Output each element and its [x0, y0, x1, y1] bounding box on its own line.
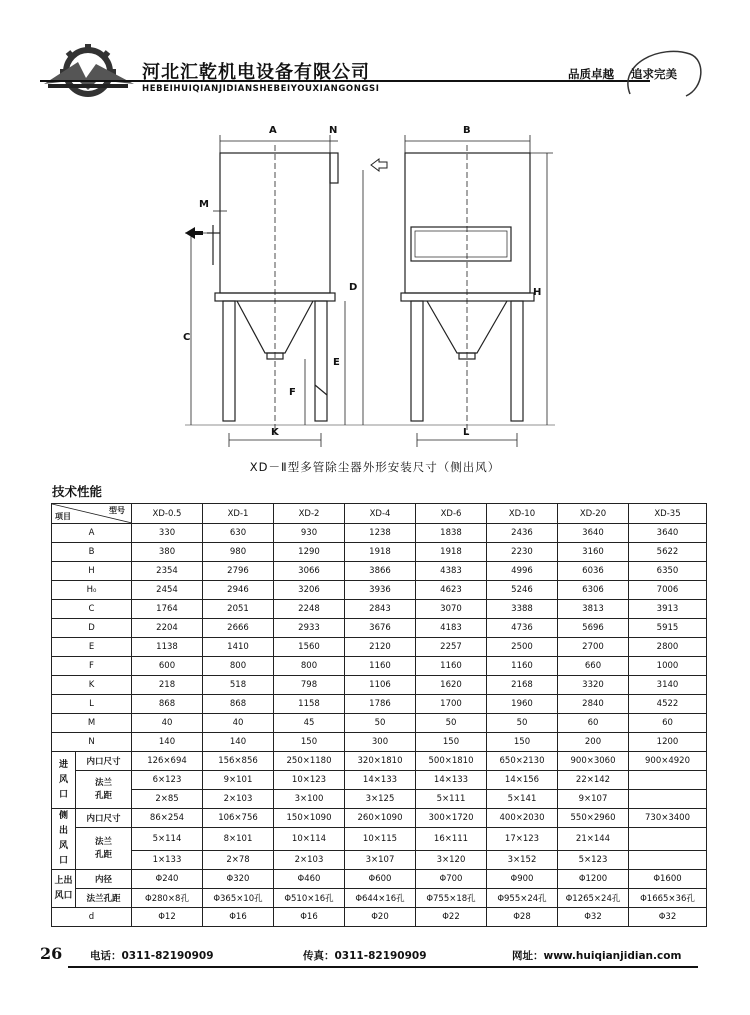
table-cell: 800 [203, 657, 274, 676]
table-cell: 260×1090 [345, 809, 416, 828]
table-cell: 1158 [274, 695, 345, 714]
dust-collector-drawing [165, 115, 585, 455]
footer-rule [68, 966, 698, 968]
dim-label-h: H [533, 287, 542, 298]
dim-label-d: D [349, 282, 358, 293]
inner-size-label: 内口尺寸 [76, 809, 132, 828]
table-cell: 1106 [345, 676, 416, 695]
table-cell: 218 [132, 676, 203, 695]
table-cell: 1560 [274, 638, 345, 657]
table-cell: 250×1180 [274, 752, 345, 771]
inner-diameter-label: 内径 [76, 870, 132, 889]
table-cell: 730×3400 [629, 809, 707, 828]
row-label: K [52, 676, 132, 695]
table-row [52, 581, 707, 600]
cell-line: 法兰 [94, 836, 112, 847]
table-row [52, 870, 707, 889]
table-cell: Φ12 [132, 908, 203, 927]
table-cell: Φ460 [274, 870, 345, 889]
footer-fax: 传真：0311-82190909 [303, 950, 427, 962]
table-row [52, 714, 707, 733]
table-cell: 6350 [629, 562, 707, 581]
table-cell: 50 [345, 714, 416, 733]
table-corner-cell [52, 504, 132, 524]
table-cell: 6036 [558, 562, 629, 581]
table-cell: 150 [487, 733, 558, 752]
cell-line: 侧 [58, 811, 68, 821]
table-cell: 3206 [274, 581, 345, 600]
table-cell: 4996 [487, 562, 558, 581]
table-cell [629, 790, 707, 809]
table-cell: 3813 [558, 600, 629, 619]
table-cell: Φ755×18孔 [416, 889, 487, 908]
table-cell: 16×111 [416, 828, 487, 851]
table-cell: 3140 [629, 676, 707, 695]
table-cell: 400×2030 [487, 809, 558, 828]
table-row [52, 851, 707, 870]
dim-label-a: A [269, 125, 277, 136]
table-cell: 2800 [629, 638, 707, 657]
table-cell: 300 [345, 733, 416, 752]
table-cell: 106×756 [203, 809, 274, 828]
table-row [52, 752, 707, 771]
dim-label-l: L [463, 427, 470, 438]
table-cell: Φ1665×36孔 [629, 889, 707, 908]
table-row [52, 543, 707, 562]
table-cell: 3936 [345, 581, 416, 600]
row-label: L [52, 695, 132, 714]
table-cell: Φ16 [203, 908, 274, 927]
table-cell: Φ365×10孔 [203, 889, 274, 908]
dimension-rows [52, 524, 707, 752]
table-cell: 60 [629, 714, 707, 733]
table-cell: 2666 [203, 619, 274, 638]
table-cell: 980 [203, 543, 274, 562]
table-cell: 798 [274, 676, 345, 695]
table-cell: 4383 [416, 562, 487, 581]
table-row [52, 638, 707, 657]
table-row [52, 562, 707, 581]
table-cell: 5915 [629, 619, 707, 638]
table-cell: 3640 [558, 524, 629, 543]
flange-spacing-label: 法兰孔距 [76, 889, 132, 908]
table-row [52, 676, 707, 695]
table-cell: 3066 [274, 562, 345, 581]
table-cell: 10×114 [274, 828, 345, 851]
model-header: XD-10 [487, 504, 558, 524]
table-cell: 6306 [558, 581, 629, 600]
table-cell: 2933 [274, 619, 345, 638]
table-cell: Φ240 [132, 870, 203, 889]
table-cell: 4522 [629, 695, 707, 714]
table-cell: Φ1265×24孔 [558, 889, 629, 908]
inlet-outlet-rows [52, 752, 707, 927]
table-cell: Φ900 [487, 870, 558, 889]
table-cell: 5×141 [487, 790, 558, 809]
table-cell: 3070 [416, 600, 487, 619]
table-cell: 1160 [487, 657, 558, 676]
cell-line: 口 [58, 789, 68, 800]
table-cell: 5246 [487, 581, 558, 600]
table-cell: 330 [132, 524, 203, 543]
table-cell: 1786 [345, 695, 416, 714]
table-cell: 156×856 [203, 752, 274, 771]
model-header: XD-0.5 [132, 504, 203, 524]
row-label: M [52, 714, 132, 733]
table-cell: 5×111 [416, 790, 487, 809]
table-row [52, 524, 707, 543]
dim-label-c: C [183, 332, 191, 343]
inlet-arrow-icon [185, 227, 203, 239]
table-cell: 3×107 [345, 851, 416, 870]
table-row [52, 733, 707, 752]
table-cell: Φ16 [274, 908, 345, 927]
table-cell [629, 851, 707, 870]
table-cell: Φ20 [345, 908, 416, 927]
spec-table [51, 503, 707, 927]
table-header-row [52, 504, 707, 524]
table-cell: 2796 [203, 562, 274, 581]
table-cell: 1918 [416, 543, 487, 562]
table-cell: Φ22 [416, 908, 487, 927]
cell-line: 进 [58, 759, 68, 770]
table-cell: 2248 [274, 600, 345, 619]
table-cell: 2×103 [274, 851, 345, 870]
table-cell: 14×156 [487, 771, 558, 790]
table-cell: 150 [416, 733, 487, 752]
table-cell: 2257 [416, 638, 487, 657]
table-row [52, 600, 707, 619]
table-cell: 1838 [416, 524, 487, 543]
model-header: XD-4 [345, 504, 416, 524]
table-cell: 3320 [558, 676, 629, 695]
cell-line: 孔距 [94, 849, 112, 860]
table-row [52, 889, 707, 908]
table-cell: 900×4920 [629, 752, 707, 771]
table-cell: 2×85 [132, 790, 203, 809]
table-cell: 4183 [416, 619, 487, 638]
table-cell: 3×125 [345, 790, 416, 809]
table-cell: 3388 [487, 600, 558, 619]
table-row [52, 657, 707, 676]
table-cell: 50 [416, 714, 487, 733]
table-cell: 4623 [416, 581, 487, 600]
table-cell: 9×101 [203, 771, 274, 790]
table-cell: 3866 [345, 562, 416, 581]
row-label: A [52, 524, 132, 543]
table-cell: 1×133 [132, 851, 203, 870]
table-cell: 8×101 [203, 828, 274, 851]
table-cell: 5×123 [558, 851, 629, 870]
table-cell: 9×107 [558, 790, 629, 809]
cell-line: 上出 [54, 875, 73, 886]
page-number: 26 [40, 944, 63, 963]
model-header: XD-6 [416, 504, 487, 524]
dim-label-m: M [199, 199, 209, 210]
table-cell: 14×133 [416, 771, 487, 790]
table-cell: 140 [203, 733, 274, 752]
table-cell: 1238 [345, 524, 416, 543]
table-cell: 2168 [487, 676, 558, 695]
table-row [52, 695, 707, 714]
table-cell: 3913 [629, 600, 707, 619]
table-cell: 1700 [416, 695, 487, 714]
side_outlet-group-label [52, 809, 76, 870]
inlet-group-label [52, 752, 76, 809]
table-cell: 2843 [345, 600, 416, 619]
company-logo-icon [38, 40, 138, 100]
table-cell: 1160 [416, 657, 487, 676]
table-cell: 7006 [629, 581, 707, 600]
table-cell: 600 [132, 657, 203, 676]
inner-size-label: 内口尺寸 [76, 752, 132, 771]
flange-spacing-label [76, 828, 132, 870]
table-cell: 150×1090 [274, 809, 345, 828]
model-header: XD-2 [274, 504, 345, 524]
corner-item-label: 项目 [55, 512, 71, 521]
table-cell: Φ1200 [558, 870, 629, 889]
table-cell [629, 771, 707, 790]
table-cell: 650×2130 [487, 752, 558, 771]
table-cell: 868 [132, 695, 203, 714]
table-row [52, 908, 707, 927]
table-cell: 150 [274, 733, 345, 752]
table-cell: Φ644×16孔 [345, 889, 416, 908]
table-cell: 1918 [345, 543, 416, 562]
model-header: XD-35 [629, 504, 707, 524]
company-name-cn: 河北汇乾机电设备有限公司 [142, 62, 370, 83]
table-cell: 6×123 [132, 771, 203, 790]
table-cell: 900×3060 [558, 752, 629, 771]
cell-line: 法兰 [94, 777, 112, 788]
table-cell: Φ28 [487, 908, 558, 927]
dim-label-b: B [463, 125, 471, 136]
table-cell: 380 [132, 543, 203, 562]
table-cell: 40 [203, 714, 274, 733]
table-cell: 1290 [274, 543, 345, 562]
table-cell: 5×114 [132, 828, 203, 851]
outlet-arrow-icon [371, 159, 387, 171]
table-cell: 86×254 [132, 809, 203, 828]
table-cell: 2436 [487, 524, 558, 543]
table-cell: 300×1720 [416, 809, 487, 828]
table-cell: 5696 [558, 619, 629, 638]
top-outlet-group-label [52, 870, 76, 908]
slogan-perfection: 追求完美 [631, 67, 677, 81]
table-cell: 660 [558, 657, 629, 676]
table-cell: Φ1600 [629, 870, 707, 889]
table-cell: 2354 [132, 562, 203, 581]
page-footer [0, 944, 750, 984]
table-cell: Φ955×24孔 [487, 889, 558, 908]
table-cell: 630 [203, 524, 274, 543]
table-cell: Φ32 [558, 908, 629, 927]
dim-label-k: K [271, 427, 279, 438]
table-cell: 2946 [203, 581, 274, 600]
table-cell: 3640 [629, 524, 707, 543]
section-title: 技术性能 [52, 484, 103, 499]
header-rule [40, 80, 650, 82]
drawing-caption: XD－Ⅱ型多管除尘器外形安装尺寸（侧出风） [249, 460, 501, 474]
cell-line: 口 [58, 856, 68, 866]
row-label: F [52, 657, 132, 676]
slogan-quality: 品质卓越 [568, 67, 614, 81]
table-cell: 500×1810 [416, 752, 487, 771]
table-cell: Φ320 [203, 870, 274, 889]
table-cell: 868 [203, 695, 274, 714]
row-label: E [52, 638, 132, 657]
row-label: d [52, 908, 132, 927]
table-cell: 10×123 [274, 771, 345, 790]
table-cell: 800 [274, 657, 345, 676]
table-cell: 518 [203, 676, 274, 695]
table-cell: 1138 [132, 638, 203, 657]
table-cell: 1764 [132, 600, 203, 619]
table-cell: 17×123 [487, 828, 558, 851]
cell-line: 出 [58, 826, 68, 836]
footer-website: 网址：www.huiqianjidian.com [512, 950, 682, 962]
table-cell: 2051 [203, 600, 274, 619]
table-cell: 2×103 [203, 790, 274, 809]
row-label: N [52, 733, 132, 752]
dim-label-e: E [333, 357, 340, 368]
footer-phone: 电话：0311-82190909 [90, 950, 214, 962]
table-cell: Φ700 [416, 870, 487, 889]
table-cell: Φ600 [345, 870, 416, 889]
table-row [52, 790, 707, 809]
table-row [52, 809, 707, 828]
table-cell: 2500 [487, 638, 558, 657]
table-cell: 3×152 [487, 851, 558, 870]
table-cell: 22×142 [558, 771, 629, 790]
table-cell: 3160 [558, 543, 629, 562]
table-cell: 200 [558, 733, 629, 752]
table-cell: 2×78 [203, 851, 274, 870]
row-label: B [52, 543, 132, 562]
table-cell: Φ510×16孔 [274, 889, 345, 908]
row-label: H [52, 562, 132, 581]
dim-label-n: N [329, 125, 338, 136]
cell-line: 风口 [54, 890, 73, 901]
corner-model-label: 型号 [109, 506, 125, 515]
table-cell: 40 [132, 714, 203, 733]
page-header [0, 0, 750, 110]
table-row [52, 771, 707, 790]
table-cell: 2230 [487, 543, 558, 562]
table-cell: 550×2960 [558, 809, 629, 828]
table-cell: 4736 [487, 619, 558, 638]
table-cell: 320×1810 [345, 752, 416, 771]
company-name-en: HEBEIHUIQIANJIDIANSHEBEIYOUXIANGONGSI [142, 84, 380, 94]
table-cell: 1410 [203, 638, 274, 657]
table-cell: 50 [487, 714, 558, 733]
table-cell: 3×120 [416, 851, 487, 870]
row-label: C [52, 600, 132, 619]
model-header: XD-20 [558, 504, 629, 524]
model-header: XD-1 [203, 504, 274, 524]
table-cell: Φ280×8孔 [132, 889, 203, 908]
table-cell: 45 [274, 714, 345, 733]
table-cell: 1620 [416, 676, 487, 695]
table-cell: Φ32 [629, 908, 707, 927]
table-cell: 1200 [629, 733, 707, 752]
row-label: D [52, 619, 132, 638]
table-cell [629, 828, 707, 851]
table-cell: 21×144 [558, 828, 629, 851]
table-cell: 140 [132, 733, 203, 752]
dim-label-f: F [289, 387, 296, 398]
row-label: H₀ [52, 581, 132, 600]
table-row [52, 619, 707, 638]
table-cell: 60 [558, 714, 629, 733]
table-cell: 1160 [345, 657, 416, 676]
table-cell: 10×115 [345, 828, 416, 851]
table-cell: 2700 [558, 638, 629, 657]
table-cell: 1960 [487, 695, 558, 714]
table-cell: 5622 [629, 543, 707, 562]
flange-spacing-label [76, 771, 132, 809]
cell-line: 孔距 [94, 790, 112, 801]
cell-line: 风 [58, 841, 68, 851]
table-cell: 2204 [132, 619, 203, 638]
table-row [52, 828, 707, 851]
table-cell: 3×100 [274, 790, 345, 809]
table-cell: 14×133 [345, 771, 416, 790]
table-cell: 2840 [558, 695, 629, 714]
table-cell: 930 [274, 524, 345, 543]
table-cell: 1000 [629, 657, 707, 676]
table-cell: 2120 [345, 638, 416, 657]
table-cell: 126×694 [132, 752, 203, 771]
table-cell: 2454 [132, 581, 203, 600]
cell-line: 风 [58, 774, 68, 785]
table-cell: 3676 [345, 619, 416, 638]
